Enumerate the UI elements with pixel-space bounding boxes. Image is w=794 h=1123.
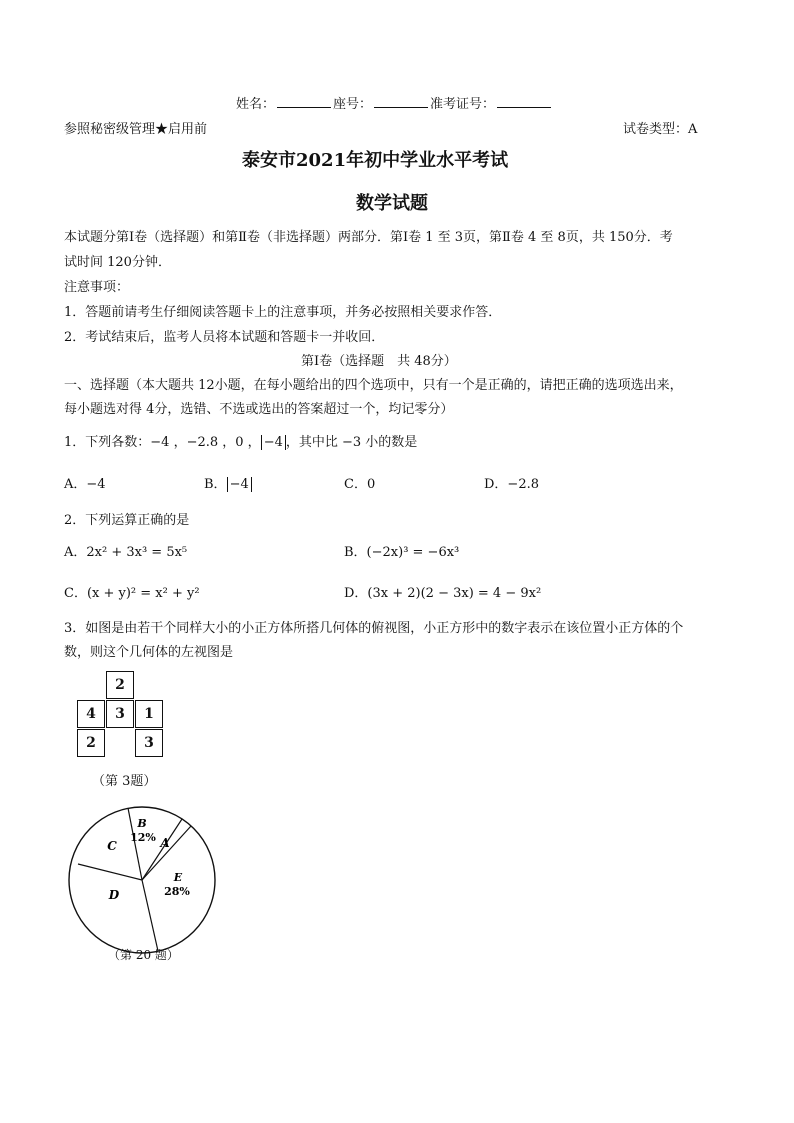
q2-option-d: D．(3x + 2)(2 − 3x) = 4 − 9x²	[344, 586, 542, 601]
pie-label-e: E	[173, 871, 183, 884]
q1-option-b-abs	[227, 477, 252, 492]
pie-label-b: B	[137, 817, 147, 830]
pie-label-a: A	[160, 836, 170, 850]
exam-subtitle: 数学试题	[356, 193, 428, 214]
intro-line-2: 试时间 120分钟．	[64, 255, 171, 270]
notes-heading: 注意事项：	[64, 280, 130, 295]
q1-option-d: D．−2.8	[484, 477, 539, 492]
q1-option-b	[204, 473, 252, 492]
q1-stem	[64, 431, 417, 450]
q1-stem-b: ，其中比 −3 小的数是	[285, 435, 418, 450]
seat-blank	[374, 95, 428, 108]
fig20-pie	[62, 800, 222, 960]
name-label: 姓名：	[236, 97, 276, 112]
seat-label: 座号：	[333, 97, 373, 112]
q2-option-a: A．2x² + 3x³ = 5x⁵	[64, 545, 188, 560]
q1-stem-nums: −4 ，−2.8 ，0 ，	[150, 435, 261, 450]
pie-pct-b: 12%	[130, 831, 156, 844]
confidential-label: 参照秘密级管理★启用前	[64, 122, 208, 137]
pie-label-c: C	[107, 839, 117, 853]
q1-option-a: A．−4	[64, 477, 106, 492]
pie-divider-4	[142, 880, 158, 951]
q1-option-b-prefix: B．	[204, 477, 227, 492]
grid-cell-top-mid: 2	[106, 671, 134, 699]
grid-cell-bot-left: 2	[77, 729, 105, 757]
q2-option-b: B．(−2x)³ = −6x³	[344, 545, 460, 560]
q1-abs-value	[261, 435, 286, 450]
q2-stem: 2．下列运算正确的是	[64, 513, 190, 528]
q1-abs-inner: −4	[263, 435, 283, 450]
intro-line-1: 本试题分第Ⅰ卷（选择题）和第Ⅱ卷（非选择题）两部分．第Ⅰ卷 1 至 3页，第Ⅱ卷 4 至 8页，共 150分．考	[64, 230, 673, 245]
fig20-caption: （第 20 题）	[108, 948, 179, 962]
section-desc-1: 一、选择题（本大题共 12小题，在每小题给出的四个选项中，只有一个是正确的，请把正确的选项选出来，	[64, 378, 683, 393]
q2-option-c: C．(x + y)² = x² + y²	[64, 586, 200, 601]
section-desc-2: 每小题选对得 4分，选错、不选或选出的答案超过一个，均记零分）	[64, 402, 454, 417]
pie-pct-e: 28%	[164, 885, 190, 898]
section-title: 第Ⅰ卷（选择题 共 48分）	[301, 354, 457, 369]
q3-stem-2: 数，则这个几何体的左视图是	[64, 645, 234, 660]
q1-option-b-abs-inner: −4	[229, 477, 249, 492]
name-blank	[277, 95, 331, 108]
grid-cell-mid-left: 4	[77, 700, 105, 728]
q1-option-c: C．0	[344, 477, 376, 492]
q3-stem-1: 3．如图是由若干个同样大小的小正方体所搭几何体的俯视图，小正方形中的数字表示在该位置小正方体的个	[64, 621, 684, 636]
exam-title: 泰安市2021年初中学业水平考试	[242, 150, 509, 171]
grid-cell-bot-right: 3	[135, 729, 163, 757]
q3-top-view-grid	[77, 671, 167, 761]
note-1: 1．答题前请考生仔细阅读答题卡上的注意事项，并务必按照相关要求作答．	[64, 305, 502, 320]
q3-caption: （第 3题）	[92, 774, 157, 789]
grid-cell-mid-right: 1	[135, 700, 163, 728]
q1-stem-a: 1．下列各数：	[64, 435, 151, 450]
paper-type: 试卷类型：A	[623, 122, 698, 137]
pie-label-d: D	[108, 888, 120, 902]
id-label: 准考证号：	[430, 97, 496, 112]
grid-cell-mid-mid: 3	[106, 700, 134, 728]
pie-divider-5	[78, 864, 142, 880]
id-blank	[497, 95, 551, 108]
note-2: 2．考试结束后，监考人员将本试题和答题卡一并收回．	[64, 330, 385, 345]
header-fields	[236, 93, 553, 112]
